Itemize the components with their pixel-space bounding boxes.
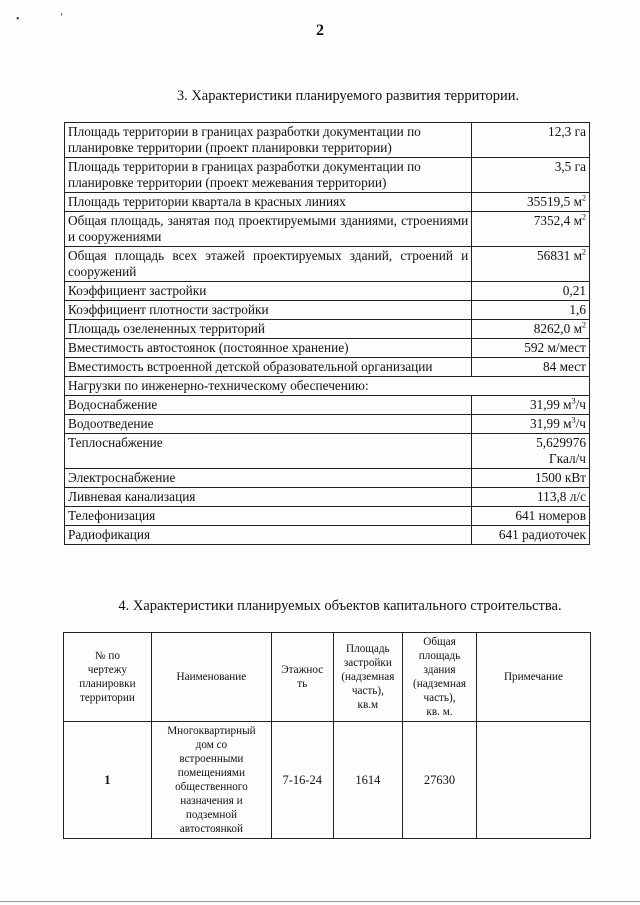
row-value	[472, 469, 590, 488]
row-value	[472, 193, 590, 212]
scan-speck: ʻ	[60, 12, 64, 23]
row-label: Радиофикация	[65, 526, 472, 545]
object-name: Многоквартирный дом со встроенными помещениями общественного назначения и подземной автостоянкой	[151, 722, 271, 839]
row-value	[472, 358, 590, 377]
row-label: Общая площадь всех этажей проектируемых зданий, строений и сооружений	[65, 247, 472, 282]
value-text: 1,6	[569, 302, 586, 317]
value-text: 12,3 га	[548, 124, 586, 139]
table-row	[65, 507, 590, 526]
unit-superscript: 2	[582, 247, 586, 257]
column-header-name: Наименование	[151, 633, 271, 722]
object-total-area: 27630	[403, 722, 477, 839]
capital-objects-table	[63, 632, 591, 839]
table-row	[65, 488, 590, 507]
row-value	[472, 507, 590, 526]
row-value	[472, 320, 590, 339]
page-number: 2	[316, 22, 324, 39]
value-text: 592 м/мест	[524, 340, 586, 355]
column-header-total-area: Общая площадь здания (надземная часть), кв. м.	[403, 633, 477, 722]
row-label: Площадь территории в границах разработки документации по планировке территории (проект планировки территории)	[65, 123, 472, 158]
loads-header-row	[65, 377, 590, 396]
value-text: 1500 кВт	[534, 470, 586, 485]
table-row	[65, 247, 590, 282]
row-value	[472, 339, 590, 358]
unit-superscript: 2	[582, 320, 586, 330]
value-text: 113,8 л/с	[537, 489, 586, 504]
column-header-built-area: Площадь застройки (надземная часть), кв.м	[333, 633, 403, 722]
row-value	[472, 415, 590, 434]
row-label: Телефонизация	[65, 507, 472, 526]
value-text: 31,99 м	[529, 416, 572, 431]
value-text: 3,5 га	[554, 159, 586, 174]
row-label: Площадь озелененных территорий	[65, 320, 472, 339]
row-value	[472, 282, 590, 301]
value-text: 35519,5 м	[527, 194, 582, 209]
table-row	[65, 320, 590, 339]
column-header-note: Примечание	[476, 633, 590, 722]
territory-characteristics-table	[64, 122, 590, 545]
row-label: Водоотведение	[65, 415, 472, 434]
table-row	[65, 158, 590, 193]
value-text: 0,21	[562, 283, 586, 298]
table-row	[65, 282, 590, 301]
value-text: 31,99 м	[529, 397, 572, 412]
row-label: Коэффициент застройки	[65, 282, 472, 301]
column-header-number: № по чертежу планировки территории	[64, 633, 152, 722]
table-row	[65, 526, 590, 545]
table-row	[65, 123, 590, 158]
unit-superscript: 3	[571, 396, 576, 406]
table-row	[65, 396, 590, 415]
table-row	[64, 722, 591, 839]
row-value	[472, 123, 590, 158]
value-text: 7352,4 м	[533, 213, 582, 228]
row-label: Ливневая канализация	[65, 488, 472, 507]
section-3-title: 3. Характеристики планируемого развития территории.	[176, 88, 520, 104]
row-value	[472, 488, 590, 507]
table-row	[65, 212, 590, 247]
row-value	[472, 247, 590, 282]
unit-suffix: /ч	[575, 416, 586, 431]
table-row	[65, 415, 590, 434]
row-label: Общая площадь, занятая под проектируемыми зданиями, строениями и сооружениями	[65, 212, 472, 247]
table-row	[65, 434, 590, 469]
row-label: Вместимость автостоянок (постоянное хранение)	[65, 339, 472, 358]
row-label: Площадь территории квартала в красных линиях	[65, 193, 472, 212]
unit-superscript: 2	[582, 193, 586, 203]
table-row	[65, 358, 590, 377]
scan-speck: •	[16, 14, 20, 25]
row-value	[472, 434, 590, 469]
object-floors: 7-16-24	[271, 722, 333, 839]
row-label: Площадь территории в границах разработки документации по планировке территории (проект межевания территории)	[65, 158, 472, 193]
value-text: 641 номеров	[515, 508, 586, 523]
row-value	[472, 526, 590, 545]
table-header-row	[64, 633, 591, 722]
table-row	[65, 301, 590, 320]
value-text: 84 мест	[543, 359, 586, 374]
row-label: Теплоснабжение	[65, 434, 472, 469]
unit-superscript: 2	[582, 212, 586, 222]
loads-header: Нагрузки по инженерно-техническому обеспечению:	[65, 377, 590, 396]
value-text: 8262,0 м	[533, 321, 582, 336]
row-label: Вместимость встроенной детской образовательной организации	[65, 358, 472, 377]
unit-superscript: 3	[571, 415, 576, 425]
scan-edge-line	[0, 901, 640, 902]
column-header-floors: Этажнос ть	[271, 633, 333, 722]
table-row	[65, 193, 590, 212]
object-note	[476, 722, 590, 839]
unit-suffix: /ч	[575, 397, 586, 412]
value-text: 5,629976 Гкал/ч	[536, 435, 586, 466]
row-value	[472, 396, 590, 415]
section-4-title: 4. Характеристики планируемых объектов капитального строительства.	[118, 598, 562, 614]
value-text: 56831 м	[537, 248, 582, 263]
object-number: 1	[64, 722, 152, 839]
table-row	[65, 339, 590, 358]
row-label: Коэффициент плотности застройки	[65, 301, 472, 320]
value-text: 641 радиоточек	[498, 527, 586, 542]
row-label: Электроснабжение	[65, 469, 472, 488]
row-label: Водоснабжение	[65, 396, 472, 415]
row-value	[472, 301, 590, 320]
object-built-area: 1614	[333, 722, 403, 839]
row-value	[472, 158, 590, 193]
table-row	[65, 469, 590, 488]
row-value	[472, 212, 590, 247]
